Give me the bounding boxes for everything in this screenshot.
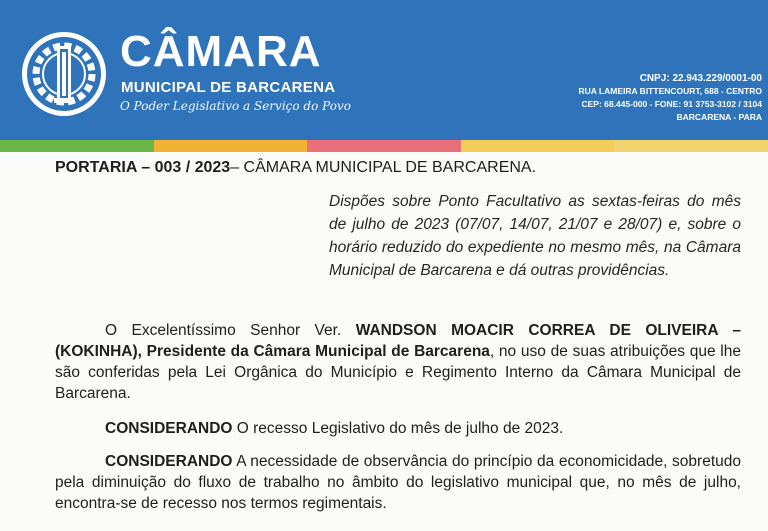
brand-slogan: O Poder Legislativo a Serviço do Povo — [120, 99, 351, 113]
stripe-segment — [461, 140, 615, 152]
brand-subtitle: MUNICIPAL DE BARCARENA — [121, 79, 336, 96]
considerando-keyword: CONSIDERANDO — [105, 420, 233, 437]
gear-column-icon — [20, 30, 108, 118]
considerando-text: A necessidade de observância do princípio da economicidade, sobretudo pela diminuição do fluxo de trabalho no âmbito do legislativo municipal que, no mês de julho, encontra-se de recesso nos termos regimentais. — [55, 453, 741, 512]
stripe-segment — [307, 140, 461, 152]
preamble-paragraph — [55, 320, 741, 404]
considerando-keyword: CONSIDERANDO — [105, 453, 233, 470]
considerando-text: O recesso Legislativo do mês de julho de 2023. — [232, 420, 564, 437]
ordinance-number: PORTARIA – 003 / 2023 — [55, 159, 231, 176]
cep-phone-text: CEP: 68.445-000 - FONE: 91 3753-3102 / 3104 — [581, 99, 762, 109]
color-stripe — [0, 140, 768, 152]
document-body — [55, 157, 741, 514]
ordinance-issuer: – CÂMARA MUNICIPAL DE BARCARENA. — [230, 159, 537, 176]
cnpj-text: CNPJ: 22.943.229/0001-00 — [639, 73, 762, 84]
brand-title: CÂMARA — [120, 27, 322, 76]
considerando-paragraph-1 — [55, 418, 741, 439]
preamble-intro: O Excelentíssimo Senhor Ver. — [105, 322, 356, 339]
stripe-segment — [0, 140, 154, 152]
contact-block — [578, 72, 762, 124]
considerando-paragraph-2 — [55, 451, 741, 514]
president-name: WANDSON MOACIR CORREA DE OLIVEIRA – (KOKINHA), Presidente da Câmara Municipal de Barcarena — [55, 322, 742, 360]
ordinance-summary: Dispões sobre Ponto Facultativo as sextas-feiras do mês de julho de 2023 (07/07, 14/07, 21/07 e 28/07) e, sobre o horário reduzido do expediente no mesmo mês, na Câmara Municipal de Barcarena e dá outras providências. — [329, 193, 741, 279]
address-text: RUA LAMEIRA BITTENCOURT, 688 - CENTRO — [578, 86, 762, 96]
stripe-segment — [614, 140, 768, 152]
letterhead — [0, 0, 768, 140]
document-title — [55, 157, 741, 178]
city-text: BARCARENA - PARA — [676, 112, 762, 122]
preamble-rest: , no uso de suas atribuições que lhe são conferidas pela Lei Orgânica do Município e Regimento Interno da Câmara Municipal de Barcarena. — [55, 343, 741, 402]
stripe-segment — [154, 140, 308, 152]
